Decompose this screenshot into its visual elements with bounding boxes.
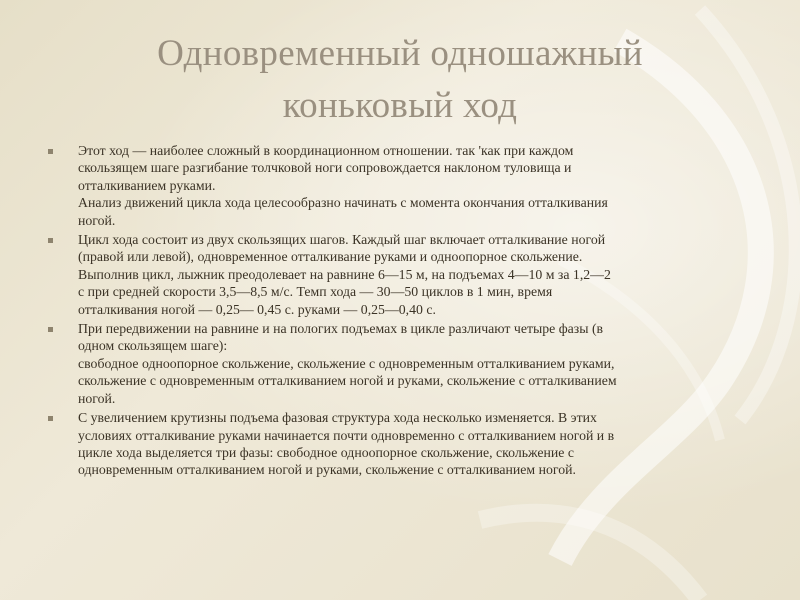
bullet-line: одном скользящем шаге): [78, 338, 228, 354]
bullet-item [48, 409, 760, 479]
slide-title-line-2: коньковый ход [282, 85, 518, 126]
slide-title [40, 28, 760, 132]
bullet-line: скользящем шаге разгибание толчковой ноги сопровождается наклоном туловища и [78, 160, 572, 176]
bullet-item [48, 231, 760, 318]
bullet-item [48, 142, 760, 229]
bullet-line: Анализ движений цикла хода целесообразно начинать с момента окончания отталкивания [78, 195, 608, 211]
bullet-line: С увеличением крутизны подъема фазовая структура хода несколько изменяется. В этих [78, 410, 597, 426]
slide-title-line-1: Одновременный одношажный [157, 33, 643, 74]
bullet-line: отталкивания ногой — 0,25— 0,45 с. руками — 0,25—0,40 с. [78, 301, 436, 317]
square-bullet-icon [48, 238, 53, 243]
bullet-line: свободное одноопорное скольжение, скольжение с одновременным отталкиванием руками, [78, 355, 615, 371]
bullet-line: При передвижении на равнине и на пологих подъемах в цикле различают четыре фазы (в [78, 321, 604, 337]
bullet-line: цикле хода выделяется три фазы: свободное одноопорное скольжение, скольжение с [78, 444, 574, 460]
bullet-item [48, 320, 760, 407]
bullet-line: Цикл хода состоит из двух скользящих шагов. Каждый шаг включает отталкивание ногой [78, 232, 606, 248]
bullet-line: условиях отталкивание руками начинается почти одновременно с отталкиванием ногой и в [78, 427, 615, 443]
bullet-line: ногой. [78, 212, 116, 228]
bullet-line: отталкиванием руками. [78, 177, 216, 193]
bullet-line: скольжение с одновременным отталкиванием ногой и руками, скольжение с отталкиванием [78, 373, 617, 389]
bullet-line: одновременным отталкиванием ногой и руками, скольжение с отталкиванием ногой. [78, 462, 576, 478]
bullet-line: Этот ход — наиболее сложный в координационном отношении. так 'как при каждом [78, 143, 574, 158]
bullet-line: Выполнив цикл, лыжник преодолевает на равнине 6—15 м, на подъемах 4—10 м за 1,2—2 [78, 266, 611, 282]
bullet-list [48, 142, 760, 481]
square-bullet-icon [48, 149, 53, 154]
bullet-line: ногой. [78, 390, 116, 406]
bullet-line: (правой или левой), одновременное отталкивание руками и одноопорное скольжение. [78, 249, 583, 265]
square-bullet-icon [48, 416, 53, 421]
square-bullet-icon [48, 327, 53, 332]
bullet-line: с при средней скорости 3,5—8,5 м/с. Темп хода — 30—50 циклов в 1 мин, время [78, 284, 553, 300]
